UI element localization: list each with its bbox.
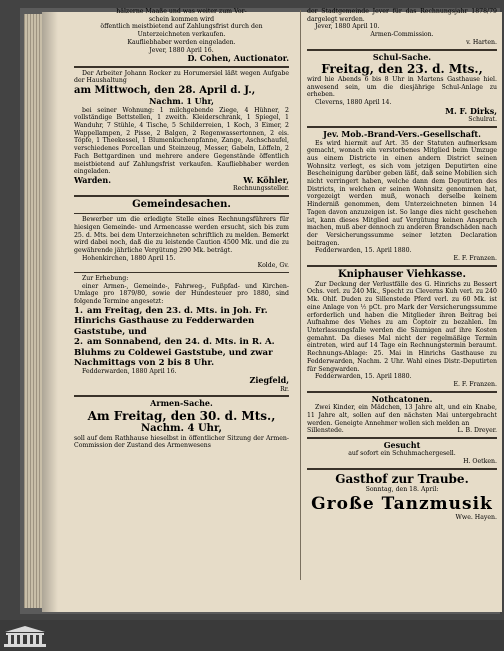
traube-event: Große Tanzmusik [311,493,493,514]
rocker-footer [74,176,289,186]
kniphauser-place: Fedderwarden, 15. April 1880. [315,373,412,381]
erhebung-item-text: am Freitag, den 23. d. Mts. in Joh. Fr. Hinrichs Gasthause zu Fedderwarden Gaststube, und [74,305,268,337]
divider [74,195,289,197]
schul-date: Freitag, den 23. d. Mts., [321,62,483,77]
divider [74,272,289,273]
right-top-place: Jever, 1880 April 10. [315,23,380,31]
schul-place: Cleverns, 1880 April 14. [315,99,392,107]
divider [307,265,497,267]
left-top-line-4: Unterzeichneten verkaufen. [137,31,226,39]
gesucht-sign: H. Oetken. [463,458,497,466]
schul-body: wird hie Abends 6 bis 8 Uhr in Martens Gasthause hiel. anwesend sein, um die diesjährige Schul-Anlage zu erheben. [307,76,497,99]
erhebung-body: einer Armen-, Gemeinde-, Fahrweg-, Fußpfad- und Kirchen-Umlage pro 1879/80, sowie der Hundesteuer pro 1880, sind folgende Termine angesetzt: [74,282,289,306]
left-top-line-1: hälzerne Maaße und was weiter zum Vor- [116,8,247,15]
divider [74,66,289,68]
armen-time: Nachm. 4 Uhr, [141,422,222,434]
armen-title: Armen-Sache. [150,398,213,409]
rocker-date: am Mittwoch, den 28. April d. J., [74,85,256,97]
divider [307,49,497,51]
rocker-sign: W. Köhler, [243,174,289,185]
erhebung-place: Fedderwarden, 1880 April 16. [82,368,177,376]
noth-footer [307,427,497,435]
divider [74,395,289,397]
traube-title: Gasthof zur Traube. [335,471,469,486]
gesucht-body: auf sofort ein Schuhmachergesell. [348,450,456,458]
noth-sign: L. B. Dreyer. [457,427,497,435]
kniphauser-title: Kniphauser Viehkasse. [337,268,467,280]
rocker-body: bei seiner Wohnung: 1 milchgebende Ziege, 4 Hühner, 2 vollständige Bettstellen, 1 zweith. Kleiderschrank, 1 Spiegel, 1 Wanduhr, 7 Stühle, 4 Tische, 5 Schilderreien, 1 Koch, 3 Eimer, 2 Wappellampen, 2 Pisse, 2 Balgen, 2 Regenwassertonnen, 2 eis. Töpfe, 1 Theekessel, 1 Blumenkuchenpfanne, Zange, Aschschaufel, verschiedenes Porcellan und Steinzeug, Messer, Gabeln, Löffeln, 2 Fach Bettgardinen und mehrere andere Gegenstände öffentlich meistbietend auf Zahlungsfrist verkaufen. Kaufliebhaber werden eingeladen. [74,106,289,176]
schul-title: Schul-Sache. [372,51,432,62]
left-top-sign: D. Cohen, Auctionator. [187,53,289,64]
divider [74,213,289,214]
rocker-place: Warden. [74,174,111,185]
gemeinde-body: Bewerber um die erledigte Stelle eines Rechnungsführers für hiesigen Gemeinde- und Armencasse werden ersucht, sich bis zum 25. d. Mts. bei dem Unterzeichneten schriftlich zu melden. Bemerkt wird dabei noch, daß die zu leistende Caution 4500 Mk. und die zu gewährende jährliche Vergütung 290 Mk. beträgt. [74,216,289,254]
brand-sign: E. F. Franzen. [453,255,497,263]
kniphauser-sign: E. F. Franzen. [453,380,497,388]
erhebung-item-2 [74,337,289,368]
traube-date: Sonntag, den 18. April: [365,485,439,493]
erhebung-item-1 [74,306,289,337]
armen-body: soll auf dem Rathhause hieselbst in öffentlicher Sitzung der Armen-Commission der Zustand des Armenwesens [74,434,289,450]
divider [307,126,497,128]
erhebung-title: Zur Erhebung: [82,275,129,283]
library-building-icon [3,624,47,648]
gemeinde-sign: Kolde, Gv. [257,262,289,270]
brand-title: Jev. Mob.-Brand-Vers.-Gesellschaft. [323,129,481,140]
rocker-intro: Der Arbeiter Johann Rocker zu Horumersiel läßt wegen Aufgabe der Haushaltung [74,69,289,85]
left-top-line-2: schein kommen wird [148,15,215,23]
left-top-line-3: öffentlich meistbietend auf Zahlungsfrist durch den [100,23,263,31]
bottom-strip [0,620,504,651]
noth-body: Zwei Kinder, ein Mädchen, 13 Jahre alt, und ein Knabe, 11 Jahre alt, sollen auf den nächsten Mai untergebracht werden. Geneigte Annehmer wollen sich melden an [307,404,497,427]
left-top-line-5: Kaufliebhaber werden eingeladen. [127,38,236,46]
divider [307,391,497,393]
right-top-org: Armen-Commission. [370,31,434,39]
gemeinde-title: Gemeindesachen. [132,199,231,211]
traube-sign: Wwe. Hayen. [455,513,497,521]
brand-body: Es wird hiermit auf Art. 35 der Statuten aufmerksam gemacht, wonach ein verstorbenes Mitglied beim Umzuge aus einem Districte in einen andern District seinen Wohnsitz verlegt, es sich vom jetzigen Deputirten eine Bescheinigung darüber geben läßt, daß seine Mobilien sich nicht verringert haben, welche dann dem Deputirten des Districts, in welchen er seinen Wohnsitz genommen hat, vorgezeigt werden muß, wonach derselbe keinem Hinderniß genommen, dem Unterzeichneten binnen 14 Tagen davon anzuzeigen ist. So lange dies nicht geschehen ist, kann dieses Mitglied auf Vergütung keinen Anspruch machen, muß aber dennoch zu anderen Brandschäden nach der Versicherungssumme seiner letzten Declaration beitragen. [307,139,497,247]
gesucht-title: Gesucht [383,439,421,450]
erhebung-sign-role: Rr. [280,385,289,393]
left-top-place: Jever, 1880 April 16. [149,46,214,54]
armen-date: Am Freitag, den 30. d. Mts., [87,408,276,423]
divider [307,468,497,470]
erhebung-item-number: 1. [74,305,83,316]
column-rule [300,10,301,580]
kniphauser-body: Zur Deckung der Verlustfälle des G. Hinrichs zu Bessert Ochs. verl. zu 240 Mk., Specht zu Cleverns Kuh verl. zu 240 Mk. Ohlf. Duden zu Sillenstede Pferd verl. zu 60 Mk. ist eine Anlage von ½ pCt. pro Mark der Versicherungssumme erforderlich und haben die Mitglieder ihren Beitrag bei Aufnahme des Viehes zu am Coptoir zu bezahlen. Im Unterlassungsfalle werden die Säumigen auf ihre Kosten gemahnt. Da dieses Mal nicht der regelmäßige Termin eintreten, wird auf 14 Tage ein Rechnungstermin beraumt. Rechnungs-Ablage: 25. Mai in Hinrichs Gasthause zu Fedderwarden, Nachm. 2 Uhr. Wahl eines Distr.-Deputirten für Sengwarden. [307,280,497,373]
erhebung-item-number: 2. [74,337,83,348]
noth-title: Nothcatonen. [371,393,433,404]
rocker-sign-role: Rechnungssteller. [232,185,289,193]
right-column [307,8,497,521]
page-edges [24,14,44,608]
noth-place: Sillenstede. [307,427,344,435]
divider [307,437,497,439]
erhebung-sign: Ziegfeld, [249,375,289,386]
brand-place: Fedderwarden, 15. April 1880. [315,247,412,255]
right-top-sign: v. Harten. [466,38,497,46]
schul-sign-role: Schulrat. [468,116,497,124]
rocker-time: Nachm. 1 Uhr, [149,96,214,107]
gemeinde-place: Hohenkirchen, 1880 April 15. [82,254,176,262]
right-top-lines: der Stadtgemeinde Jever für das Rechnungsjahr 1878/79 dargelegt werden. [307,8,497,23]
schul-sign: M. F. Dirks, [445,105,497,116]
erhebung-item-text: am Sonnabend, den 24. d. Mts. in R. A. Bluhms zu Coldewei Gaststube, und zwar Nachmittags von 2 bis 8 Uhr. [74,337,275,368]
left-column [74,8,289,450]
